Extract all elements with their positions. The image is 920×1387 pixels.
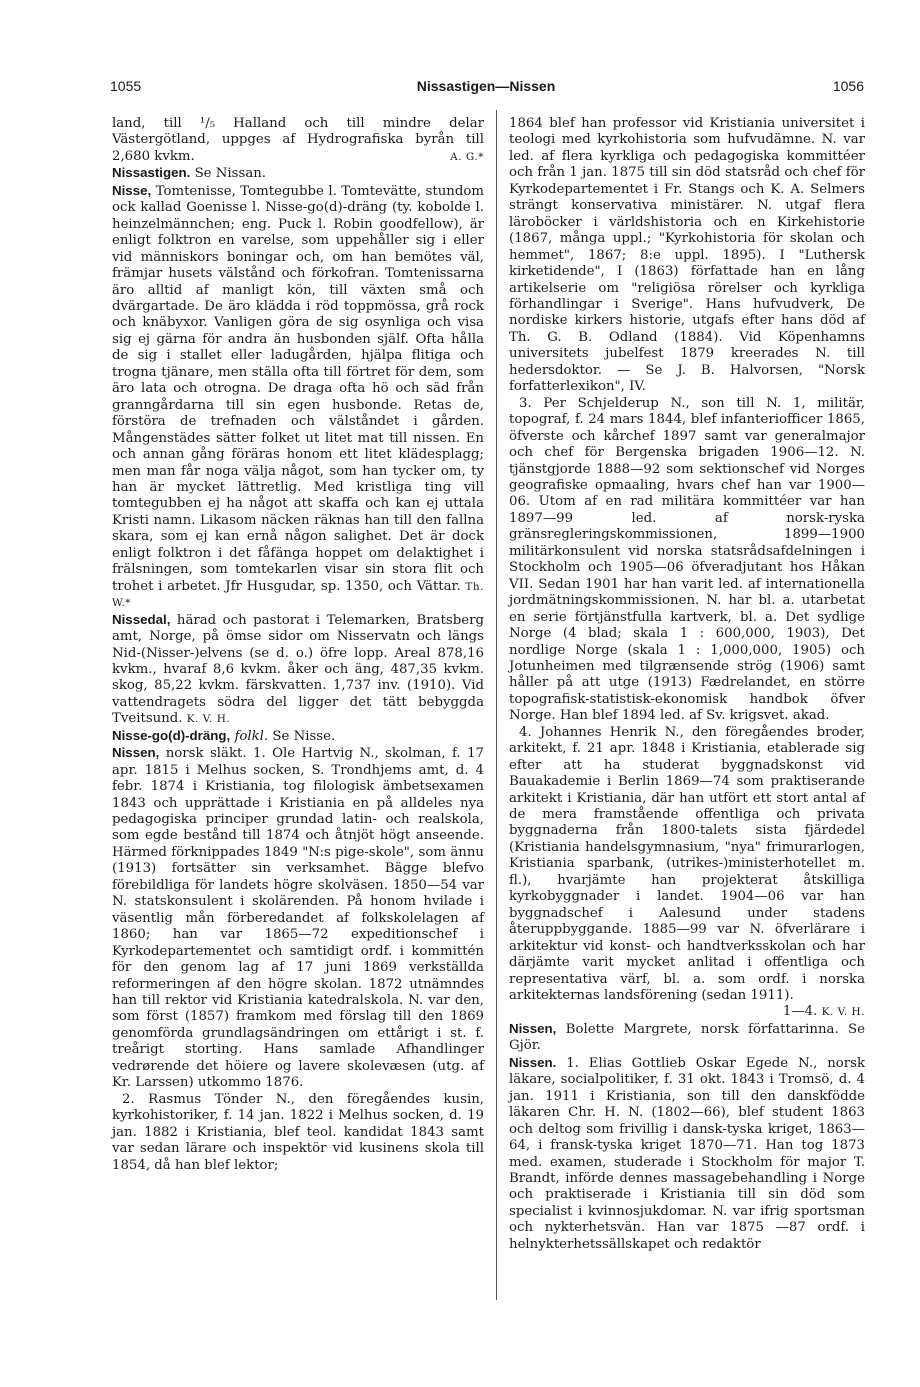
entry-text: härad och pastorat i Telemarken, Bratsberg amt, Norge, på ömse sidor om Nisservatn och längs Nid-(Nisser-)elvens (se d. o.) öfre lopp. Areal 878,16 kvkm., hvaraf 8,6 kvkm. åker och äng, 487,35 kvkm. skog, 85,22 kvkm. färskvatten. 1,737 inv. (1910). Vid vattendragets södra del ligger det tätt bebyggda Tveitsund.	[112, 612, 484, 727]
left-column	[112, 116, 484, 1174]
headword: Nissedal,	[112, 611, 171, 627]
entry-nisse	[112, 183, 484, 612]
entry-nissen-rasmus	[112, 1092, 484, 1174]
entry-text: land, till ¹/₅ Halland och till mindre delar Västergötland, uppges af Hydrografiska byrån till 2,680 kvkm.	[112, 116, 484, 164]
entry-nissedal	[112, 612, 484, 728]
headword: Nissen.	[509, 1054, 557, 1070]
entry-nissen-per	[509, 396, 865, 725]
headword: Nissen,	[509, 1020, 557, 1036]
entry-nissastigen	[112, 165, 484, 182]
entry-text: norsk släkt. 1. Ole Hartvig N., skolman, f. 17 apr. 1815 i Melhus socken, S. Trondhjems amt, d. 4 febr. 1874 i Kristiania, tog filologisk ämbetsexamen 1843 och upprättade i Kristiania en på alldeles nya pedagogiska principer grundad latin- och realskola, som egde bestånd till 1874 och åtnjöt högt anseende. Härmed förknippades 1849 "N:s pige-skole", som ännu (1913) fortsätter sin verksamhet. Bägge blefvo förebildliga för landets högre skolväsen. 1850—54 var N. statskonsulent i skolärenden. På honom hvilade i väsentlig mån förberedandet af folkskolelagen af 1860; han var 1865—72 expeditionschef i Kyrkodepartementet och samtidigt ordf. i kommittén för den genom lag af 17 juni 1869 verkställda reformeringen af den högre skolan. 1872 utnämndes han till rektor vid Kristiania katedralskola. N. var den, som först (1857) framkom med förslag till den 1869 genomförda grundlagsändringen om ettårigt i st. f. treårigt storting. Hans samlade Afhandlinger vedrørende det höiere og lavere skolevæsen (utg. af Kr. Larssen) utkommo 1876.	[112, 746, 484, 1091]
headword: Nisse,	[112, 182, 152, 198]
headword: Nissen,	[112, 745, 160, 761]
page-header	[108, 78, 864, 102]
entry-text: 3. Per Schjelderup N., son till N. 1, militär, topograf, f. 24 mars 1844, blef infanteriofficer 1865, öfverste och kårchef 1897 samt var generalmajor och chef för Bergenska brigaden 1906—12. N. tjänstgjorde 1888—92 som sektionschef vid Norges geografiske opmaaling, hvars chef han var 1900—06. Utom af en rad militära kommittéer var han 1897—99 led. af norsk-ryska gränsregleringskommissionen, 1899—1900 militärkonsulent vid norska statsrådsafdelningen i Stockholm och 1905—06 öfveradjutant hos Håkan VII. Sedan 1901 har han varit led. af internationella jordmätningskommissionen. N. har bl. a. utarbetat en serie förtjänstfulla kartverk, bl. a. Det sydlige Norge (4 blad; skala 1 : 600,000, 1903), Det nordlige Norge (skala 1 : 1,000,000, 1905) och Jotunheimen med tilgrænsende strög (1906) samt håller på att utge (1913) Fædrelandet, en större topografisk-statistisk-ekonomisk handbok öfver Norge. Han blef 1894 led. af Sv. krigsvet. akad.	[509, 395, 865, 724]
entry-text: 1. Elias Gottlieb Oskar Egede N., norsk läkare, socialpolitiker, f. 31 okt. 1843 i Tromsö, d. 4 jan. 1911 i Kristiania, son till den danskfödde läkaren Chr. H. N. (1802—66), blef student 1863 och deltog som frivillig i dansk-tyska kriget, 1863—64, i fransk-tyska kriget 1870—71. Han tog 1873 med. examen, studerade i Stockholm för major T. Brandt, införde dennes massagebehandling i Norge och praktiserade i Kristiania till sin död som specialist i kvinnosjukdomar. N. var ifrig sportsman och nykterhetsvän. Han var 1875 —87 ordf. i helnykterhetssällskapet och redaktör	[509, 1055, 865, 1252]
headword: Nisse-go(d)-dräng,	[112, 727, 231, 743]
entry-nissen-family	[112, 745, 484, 1092]
author-signature: K. V. H.	[186, 713, 231, 726]
entry-nisse-god-drang	[112, 728, 484, 745]
headword: Nissastigen.	[112, 165, 191, 181]
running-title: Nissastigen—Nissen	[416, 78, 556, 94]
entry-text: 4. Johannes Henrik N., den föregåendes broder, arkitekt, f. 21 apr. 1848 i Kristiania, etablerade sig efter att ha studerat byggnadskonst vid Bauakademie i Berlin 1869—74 som praktiserande arkitekt i Kristiania, där han utfört ett stort antal af de mera framstående offentliga och privata byggnaderna från 1800-talets sista fjärdedel (Kristiania handelsgymnasium, "nya" frimurarlogen, Kristiania sparbank, (utrikes-)ministerhotellet m. fl.), hvarjämte han projekterat åtskilliga kyrkobyggnader i landet. 1904—06 var han byggnadschef i Aalesund under stadens återuppbyggande. 1885—99 var N. öfverlärare i arkitektur vid konst- och handtverksskolan och har därjämte varit mycket anlitad i offentliga och representativa värf, bl. a. som ordf. i norska arkitekternas landsförening (sedan 1911).	[509, 724, 865, 1004]
author-signature: A. G.*	[450, 150, 484, 163]
page-number-right: 1056	[832, 78, 864, 94]
column-divider	[496, 110, 497, 1300]
entry-nissan-end	[112, 116, 484, 165]
author-signature: Th. W.*	[112, 580, 484, 610]
right-column	[509, 116, 865, 1253]
entry-nissen-bolette	[509, 1021, 865, 1055]
domain-abbrev: folkl.	[234, 728, 269, 744]
page-number-left: 1055	[110, 78, 142, 94]
entry-text: 2. Rasmus Tönder N., den föregåendes kusin, kyrkohistoriker, f. 14 jan. 1822 i Melhus socken, d. 19 jan. 1882 i Kristiania, blef teol. kandidat 1843 samt var sedan lärare och inspektör vid kusinens skola till 1854, då han blef lektor;	[112, 1091, 484, 1173]
entry-text: Se Nisse.	[272, 728, 336, 744]
entry-text: Se Nissan.	[194, 166, 267, 182]
author-signature: K. V. H.	[821, 1006, 865, 1019]
entry-text: Bolette Margrete, norsk författarinna. Se Gjör.	[509, 1021, 866, 1054]
entry-nissen-johannes	[509, 724, 865, 1020]
entry-range: 1—4.	[782, 1004, 818, 1020]
entry-text: 1864 blef han professor vid Kristiania universitet i teologi med kyrkohistoria som hufvudämne. N. var led. af flera kyrkliga och pedagogiska kommittéer och från 1 jan. 1875 till sin död statsråd och chef för Kyrkodepartementet i Fr. Stangs och K. A. Selmers strängt konservativa ministärer. N. utgaf flera läroböcker i världshistoria och en Kirkehistorie (1867, många uppl.; "Kyrkohistoria för skolan och hemmet", 1867; 8:e uppl. 1895). I "Luthersk kirketidende", I (1863) författade han en lång artikelserie om "religiösa rörelser och kyrkliga förhandlingar i Sverige". Hans hufvudverk, De nordiske kirkers historie, utgafs efter hans död af Th. G. B. Odland (1884). Vid Köpenhamns universitets jubelfest 1879 kreerades N. till hedersdoktor. — Se J. B. Halvorsen, "Norsk forfatterlexikon", IV.	[509, 116, 865, 395]
entry-nissen-elias	[509, 1055, 865, 1253]
entry-text: Tomtenisse, Tomtegubbe l. Tomtevätte, stundom ock kallad Goenisse l. Nisse-go(d)-dräng (ty. kobolde l. heinzelmännchen; eng. Puck l. Robin goodfellow), är enligt folktron en varelse, som uppehåller sig i eller vid människors boningar och, om han bemötes väl, främjar husets välstånd och förkofran. Tomtenissarna äro alltid af manligt kön, till växten små och dvärgartade. De äro klädda i röd toppmössa, grå rock och knäbyxor. Vanligen göra de sig osynliga och visa sig ej gärna för andra än husbonden själf. Ofta hålla de sig i stallet eller ladugården, hjälpa flitiga och trogna tjänare, men ställa ofta till förtret för dem, som äro lata och otrogna. De draga ofta hö och säd från granngårdarna till sin egen husbonde. Retas de, förstöra de trefnaden och välståndet i gården. Mångenstädes sätter folket ut litet mat till nissen. En och annan gång föräras honom ett litet klädesplagg; men man får noga välja något, som han tycker om, ty han är mycket lättretlig. Med kristliga ting vill tomtegubben ej ha något att skaffa och kan ej uttala Kristi namn. Likasom näcken räknas han till den fallna skara, som ej kan ernå någon salighet. Det är dock enligt folktron i det fåfänga hoppet om delaktighet i frälsningen, som tomtekarlen visar sin stora flit och trohet i arbetet. Jfr Husgudar, sp. 1350, och Vättar.	[112, 183, 484, 594]
entry-nissen-rasmus-cont	[509, 116, 865, 396]
